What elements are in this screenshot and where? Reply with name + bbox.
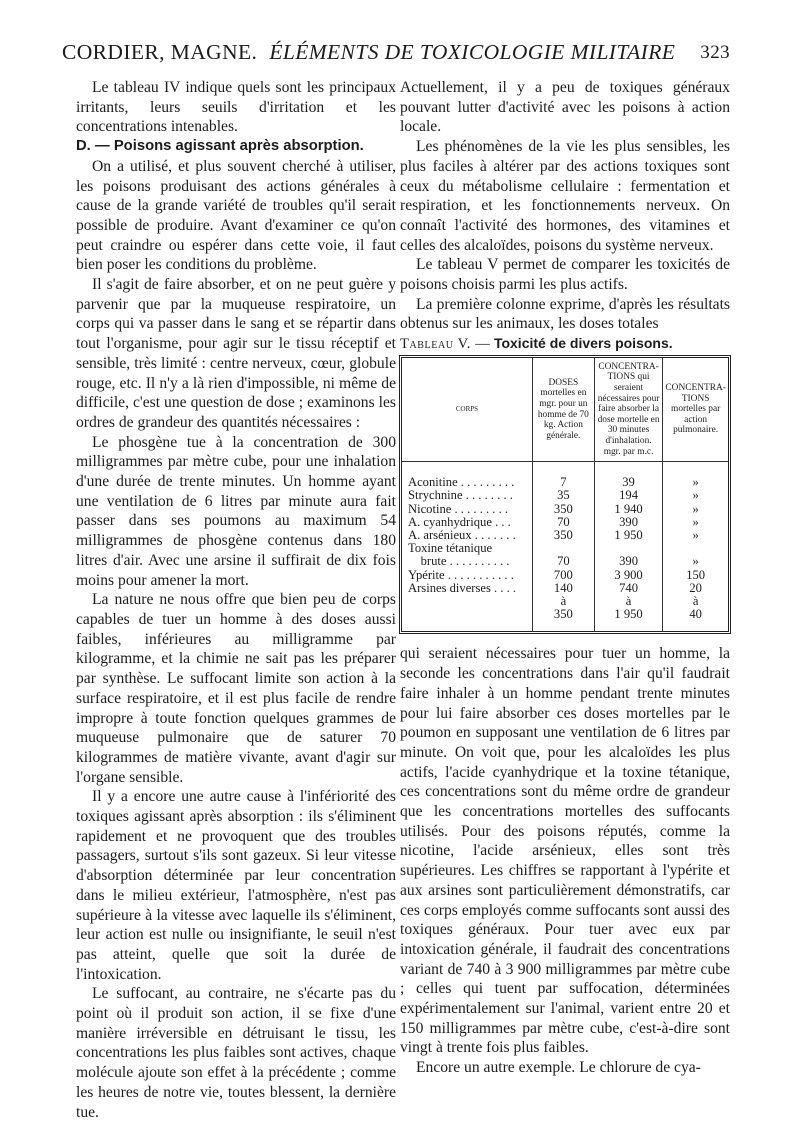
row-name: Nicotine . . . . . . . . . (408, 501, 509, 516)
row-pulmonary: 20 (663, 582, 728, 595)
row-dose: 140 (532, 582, 594, 595)
row-pulmonary: » (663, 516, 728, 529)
row-dose: 350 (532, 608, 594, 631)
right-paragraph-2: Les phénomènes de la vie les plus sensibles, les plus faciles à altérer par des actions toxiques sont ceux du métabolisme cellulaire : fermentation et respiration, et les fonctionnements nerveux. On connaît l'activité des hormones, des vitamines et celles des alcaloïdes, poisons du système nerveux. (400, 138, 730, 254)
row-concentration: à (594, 595, 662, 608)
row-concentration: 3 900 (594, 569, 662, 582)
row-pulmonary: » (663, 489, 728, 502)
table-title-text: Toxicité de divers poisons. (493, 335, 673, 352)
row-dose: 70 (532, 555, 594, 568)
header-doses: DOSES mortelles en mgr. pour un homme de 70 kg. Action générale. (532, 358, 594, 462)
row-dose: 35 (532, 489, 594, 502)
right-column (400, 78, 730, 1078)
row-name: A. cyanhydrique . . . (408, 514, 511, 529)
left-paragraph-6: Il y a encore une autre cause à l'infériorité des toxiques agissant après absorption : ils s'éliminent rapidement et ne provoquent que des troubles passagers, surtout s'ils sont gazeux. Si leur vitesse d'absorption déterminée par leur concentration dans le milieu extérieur, l'atmosphère, n'est pas supérieure à la vitesse avec laquelle ils s'éliminent, leur action est nulle ou insignifiante, le seuil n'est pas atteint, quelle que soit la durée de l'intoxication. (76, 788, 396, 983)
row-pulmonary: » (663, 503, 728, 516)
table-row (402, 503, 728, 516)
left-paragraph-2: On a utilisé, et plus souvent cherché à utiliser, les poisons produisant des actions générales à cause de la grande variété de troubles qu'il serait possible de produire. Avant d'examiner ce qu'on peut craindre ou espérer dans cette voie, il faut bien poser les conditions du problème. (76, 157, 396, 274)
row-dose: 350 (532, 503, 594, 516)
row-name: Aconitine . . . . . . . . . (408, 475, 515, 490)
left-paragraph-1: Le tableau IV indique quels sont les principaux irritants, leurs seuils d'irritation et les concentrations intenables. (76, 79, 396, 136)
table-body (402, 462, 728, 632)
row-name: A. arsénieux . . . . . . . (408, 528, 516, 542)
row-name: Toxine tétanique (408, 541, 493, 556)
table-row (402, 555, 728, 568)
row-name: Strychnine . . . . . . . . (408, 488, 513, 503)
row-concentration: 39 (594, 462, 662, 490)
header-concentrations: CONCENTRA-TIONS qui seraient nécessaires pour faire absorber la dose mortelle en 30 minutes d'inhalation. mgr. par m.c. (594, 358, 662, 462)
table-title-label: Tableau V. — (400, 336, 491, 353)
left-paragraph-3: Il s'agit de faire absorber, et on ne peut guère y parvenir que par la muqueuse respiratoire, un corps qui va passer dans le sang et se répartir dans tout l'organisme, pour agir sur le tissu réceptif et sensible, très limité : centre nerveux, cœur, globule rouge, etc. Il n'y a là rien d'impossible, ni même de difficile, c'est une question de dose ; examinons les ordres de grandeur des quantités nécessaires : (76, 276, 396, 431)
table-title (400, 334, 730, 355)
section-heading: D. — Poisons agissant après absorption. (76, 138, 364, 155)
page-number: 323 (700, 42, 730, 63)
row-concentration: 1 950 (594, 529, 662, 542)
row-pulmonary: à (663, 595, 728, 608)
row-pulmonary: » (663, 529, 728, 542)
header-title: ÉLÉMENTS DE TOXICOLOGIE MILITAIRE (269, 40, 676, 64)
header-authors: CORDIER, MAGNE. (62, 40, 258, 64)
row-name: Arsines diverses . . . . (408, 580, 517, 595)
row-dose: à (532, 595, 594, 608)
row-name: Ypérite . . . . . . . . . . . (408, 567, 514, 582)
right-paragraph-3: Le tableau V permet de comparer les toxicités de poisons choisis parmi les plus actifs. (400, 256, 730, 294)
right-paragraph-5: qui seraient nécessaires pour tuer un homme, la seconde les concentrations dans l'air qu'il faudrait faire inhaler à un homme pendant trente minutes pour lui faire absorber ces doses mortelles par le poumon en supposant une ventilation de 6 litres par minute. On voit que, pour les alcaloïdes les plus actifs, l'acide cyanhydrique et la toxine tétanique, ces concentrations sont du même ordre de grandeur que les concentrations mortelles des suffocants utilisés. Pour des poisons réputés, comme la nicotine, l'acide arsénieux, elles sont très supérieures. Les chiffres se rapportant à l'ypérite et aux arsines sont particulièrement démonstratifs, car ces corps employés comme suffocants sont aussi des toxiques généraux. Pour tuer avec eux par intoxication générale, il faudrait des concentrations variant de 740 à 3 900 milligrammes par mètre cube ; celles qui tuent par suffocation, déterminées expérimentalement sur l'animal, varient entre 20 et 150 milligrammes par mètre cube, c'est-à-dire sont vingt à trente fois plus faibles. (400, 645, 730, 1057)
toxicity-table (402, 358, 728, 632)
table-row (402, 608, 728, 631)
row-concentration: 740 (594, 582, 662, 595)
row-name: brute . . . . . . . . . . (408, 554, 510, 569)
right-paragraph-6: Encore un autre exemple. Le chlorure de cya- (416, 1059, 701, 1077)
row-concentration: 194 (594, 489, 662, 502)
row-dose: 350 (532, 529, 594, 542)
row-pulmonary: » (663, 555, 728, 568)
toxicity-table-frame (399, 355, 731, 635)
header-corps: corps (455, 404, 479, 415)
table-row (402, 489, 728, 502)
table-row (402, 569, 728, 582)
row-concentration: 390 (594, 516, 662, 529)
row-pulmonary: 150 (663, 569, 728, 582)
left-paragraph-5: La nature ne nous offre que bien peu de corps capables de tuer un homme à des doses aussi faibles, inférieures au milligramme par kilogramme, et la chimie ne sait pas les préparer par synthèse. Le suffocant limite son action à la surface respiratoire, et il est plus facile de rendre impropre à toute fonction quelques grammes de muqueuse pulmonaire que de saturer 70 kilogrammes de matière vivante, avant d'agir sur l'organe sensible. (76, 591, 396, 786)
row-name (402, 608, 532, 631)
right-paragraph-1: Actuellement, il y a peu de toxiques généraux pouvant lutter d'activité avec les poisons à action locale. (400, 79, 730, 136)
row-pulmonary: 40 (663, 608, 728, 631)
table-row (402, 462, 728, 490)
right-paragraph-4: La première colonne exprime, d'après les résultats obtenus sur les animaux, les doses totales (400, 295, 730, 333)
row-pulmonary: » (663, 462, 728, 490)
row-concentration: 390 (594, 555, 662, 568)
left-paragraph-4: Le phosgène tue à la concentration de 300 milligrammes par mètre cube, pour une inhalation d'une durée de trente minutes. Un homme ayant une ventilation de 6 litres par minute aura fait passer dans ses poumons au maximum 54 milligrammes de phosgène contenus dans 180 litres d'air. Avec une arsine il suffirait de dix fois moins pour amener la mort. (76, 433, 396, 589)
row-concentration: 1 950 (594, 608, 662, 631)
running-header (62, 40, 730, 65)
row-concentration: 1 940 (594, 503, 662, 516)
left-column (76, 78, 396, 1122)
header-pulmonaire: CONCENTRA-TIONS mortelles par action pulmonaire. (663, 358, 728, 462)
row-dose: 700 (532, 569, 594, 582)
row-dose: 7 (532, 462, 594, 490)
row-name (402, 595, 532, 608)
left-paragraph-7: Le suffocant, au contraire, ne s'écarte pas du point où il produit son action, il se fixe d'une manière irréversible en détruisant le tissu, les concentrations les plus faibles sont actives, chaque molécule ajoute son effet à la précédente ; comme les heures de notre vie, toutes blessent, la dernière tue. (76, 985, 396, 1121)
row-dose: 70 (532, 516, 594, 529)
table-header-row (402, 358, 728, 462)
